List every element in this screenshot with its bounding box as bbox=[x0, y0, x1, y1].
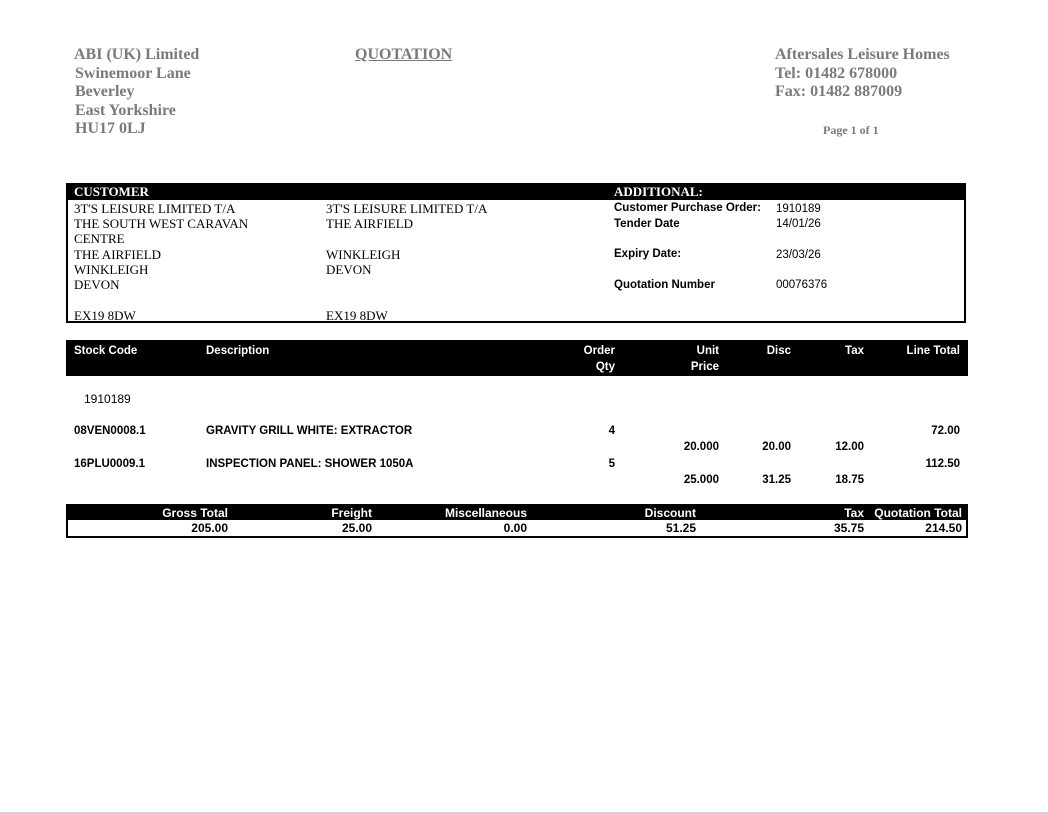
quotation-total-label: Quotation Total bbox=[874, 506, 962, 520]
tender-date-value: 14/01/26 bbox=[776, 218, 821, 230]
expiry-date-value: 23/03/26 bbox=[776, 249, 821, 261]
line-unit-price: 25.000 bbox=[683, 474, 719, 486]
line-qty: 4 bbox=[608, 425, 615, 437]
gross-total-value: 205.00 bbox=[191, 521, 228, 535]
quotation-total-value: 214.50 bbox=[925, 521, 962, 535]
col-line-total: Line Total bbox=[906, 345, 960, 357]
tax-total-value: 35.75 bbox=[833, 521, 864, 535]
col-description: Description bbox=[206, 345, 270, 357]
line-stock-code: 16PLU0009.1 bbox=[74, 458, 145, 470]
col-order-qty: Order bbox=[583, 345, 615, 357]
purchase-order-value: 1910189 bbox=[776, 203, 821, 215]
supplier-address-line: Beverley bbox=[75, 83, 135, 100]
delivery-address-line: WINKLEIGH bbox=[326, 246, 401, 262]
invoice-address-line: DEVON bbox=[74, 277, 120, 293]
discount-label: Discount bbox=[644, 506, 696, 520]
col-tax: Tax bbox=[845, 345, 864, 357]
col-unit-price: Unit bbox=[696, 345, 719, 357]
tax-total-label: Tax bbox=[844, 506, 864, 520]
supplier-address-line: HU17 0LJ bbox=[75, 120, 146, 137]
invoice-postcode: EX19 8DW bbox=[74, 308, 136, 323]
line-disc: 20.00 bbox=[762, 441, 791, 453]
purchase-order-label: Customer Purchase Order: bbox=[614, 202, 761, 214]
customer-box bbox=[66, 183, 966, 323]
delivery-address-line: 3T'S LEISURE LIMITED T/A bbox=[326, 201, 488, 216]
invoice-address-line: WINKLEIGH bbox=[74, 261, 149, 277]
line-tax: 18.75 bbox=[835, 474, 864, 486]
invoice-address-line: THE SOUTH WEST CARAVAN bbox=[74, 216, 249, 232]
invoice-address-line: THE AIRFIELD bbox=[74, 246, 162, 262]
misc-label: Miscellaneous bbox=[444, 506, 527, 520]
company-tel: Tel: 01482 678000 bbox=[775, 65, 898, 82]
invoice-address-line: 3T'S LEISURE LIMITED T/A bbox=[74, 201, 236, 216]
totals-box bbox=[66, 504, 968, 538]
company-name: Aftersales Leisure Homes bbox=[775, 46, 950, 63]
line-stock-code: 08VEN0008.1 bbox=[74, 425, 146, 437]
document-title: QUOTATION bbox=[355, 46, 453, 63]
invoice-address bbox=[74, 201, 248, 292]
col-stock-code: Stock Code bbox=[74, 345, 138, 357]
line-total: 72.00 bbox=[931, 425, 960, 437]
line-total: 112.50 bbox=[925, 458, 960, 470]
freight-label: Freight bbox=[331, 506, 372, 520]
delivery-address-line: THE AIRFIELD bbox=[326, 216, 414, 232]
expiry-date-label: Expiry Date: bbox=[614, 248, 682, 260]
quotation-number-value: 00076376 bbox=[776, 279, 828, 291]
line-items-header bbox=[66, 340, 968, 376]
invoice-address-line: CENTRE bbox=[74, 231, 125, 247]
gross-total-label: Gross Total bbox=[162, 506, 228, 520]
misc-value: 0.00 bbox=[503, 521, 527, 535]
supplier-address-line: East Yorkshire bbox=[75, 102, 176, 119]
additional-heading: ADDITIONAL: bbox=[614, 184, 703, 199]
company-fax: Fax: 01482 887009 bbox=[775, 83, 903, 100]
line-description: GRAVITY GRILL WHITE: EXTRACTOR bbox=[206, 425, 413, 437]
line-unit-price: 20.000 bbox=[683, 441, 719, 453]
col-order-qty-2: Qty bbox=[595, 361, 615, 373]
tender-date-label: Tender Date bbox=[614, 218, 680, 230]
supplier-address-line: Swinemoor Lane bbox=[75, 65, 191, 82]
line-disc: 31.25 bbox=[762, 474, 791, 486]
reference-number: 1910189 bbox=[84, 392, 131, 406]
delivery-address bbox=[326, 201, 487, 277]
quotation-number-label: Quotation Number bbox=[614, 279, 715, 291]
col-disc: Disc bbox=[766, 345, 791, 357]
supplier-name: ABI (UK) Limited bbox=[74, 46, 200, 63]
delivery-address-line: DEVON bbox=[326, 261, 372, 277]
line-tax: 12.00 bbox=[835, 441, 864, 453]
customer-heading: CUSTOMER bbox=[74, 184, 149, 199]
line-qty: 5 bbox=[608, 458, 615, 470]
col-unit-price-2: Price bbox=[690, 361, 719, 373]
freight-value: 25.00 bbox=[341, 521, 372, 535]
page-number: Page 1 of 1 bbox=[823, 123, 879, 137]
customer-header-bar bbox=[68, 185, 964, 200]
discount-value: 51.25 bbox=[665, 521, 696, 535]
delivery-postcode: EX19 8DW bbox=[326, 308, 388, 323]
line-description: INSPECTION PANEL: SHOWER 1050A bbox=[206, 458, 414, 470]
